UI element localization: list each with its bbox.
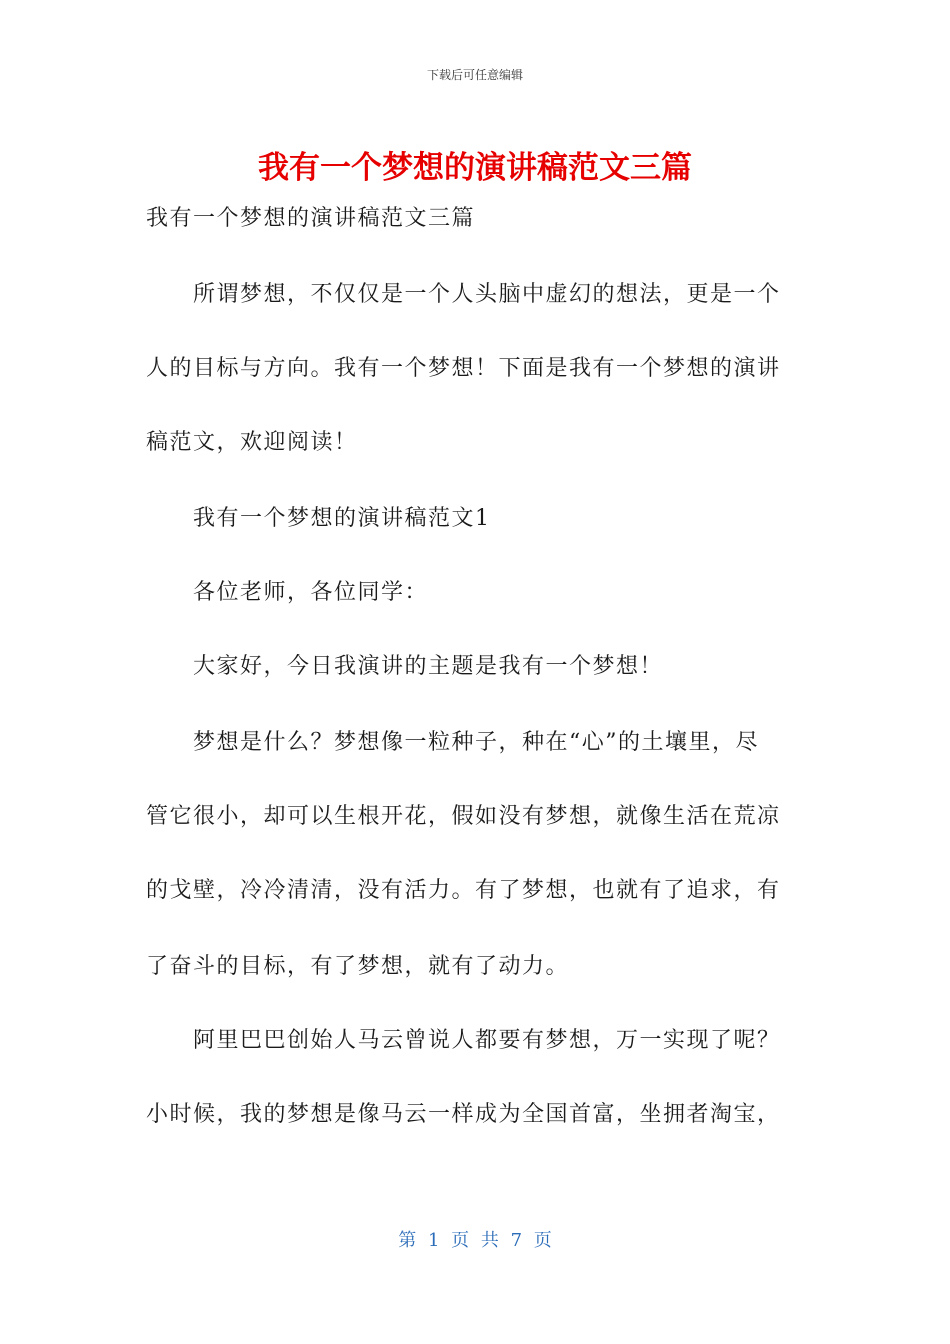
text-line: 我有一个梦想的演讲稿范文三篇 <box>146 206 476 231</box>
text-line: 我有一个梦想的演讲稿范文1 <box>193 506 491 531</box>
text-line: 的戈壁，冷冷清清，没有活力。有了梦想，也就有了追求，有 <box>146 878 781 903</box>
text-line: 阿里巴巴创始人马云曾说人都要有梦想，万一实现了呢？ <box>193 1028 781 1053</box>
text-line: 人的目标与方向。我有一个梦想！下面是我有一个梦想的演讲 <box>146 356 781 381</box>
text-line: 小时候，我的梦想是像马云一样成为全国首富，坐拥者淘宝， <box>146 1102 781 1127</box>
text-line: 管它很小，却可以生根开花，假如没有梦想，就像生活在荒凉 <box>146 804 781 829</box>
text-line: 所谓梦想，不仅仅是一个人头脑中虚幻的想法，更是一个 <box>193 282 781 307</box>
document-title: 我有一个梦想的演讲稿范文三篇 <box>258 150 692 186</box>
text-line: 各位老师，各位同学： <box>193 580 429 605</box>
header-note: 下载后可任意编辑 <box>426 68 523 82</box>
text-line: 了奋斗的目标，有了梦想，就有了动力。 <box>146 954 570 979</box>
text-line: 稿范文，欢迎阅读！ <box>146 430 358 455</box>
text-line: 大家好，今日我演讲的主题是我有一个梦想！ <box>193 654 664 679</box>
page-footer-pagination: 第 1 页 共 7 页 <box>398 1230 552 1251</box>
text-line: 梦想是什么？梦想像一粒种子，种在“心”的土壤里，尽 <box>193 730 759 755</box>
